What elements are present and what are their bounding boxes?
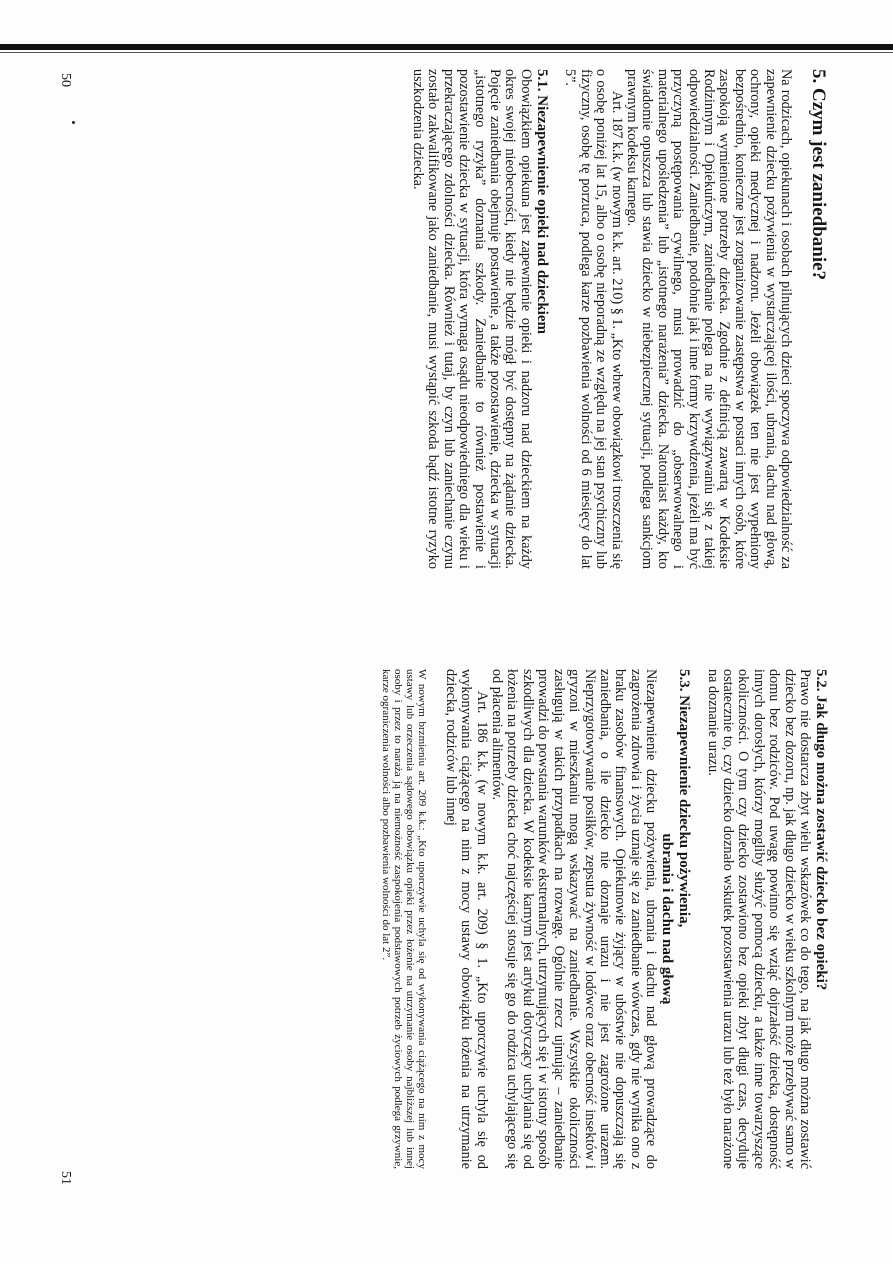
- page-dot-mark: [72, 121, 75, 124]
- scan-edge-thin-line: [0, 52, 893, 53]
- right-page-text: [379, 669, 829, 1169]
- scan-edge-line: [0, 44, 893, 50]
- paragraph: Prawo nie dostarcza zbyt wielu wskazówek co do tego, na jak długo można zostawić dziecko bez dozoru, np. jak długo dzieckо w wieku szkolnym może przebywać samo w domu bez rodziców. Pod uwagę powinno się wziąć dojrzałość dziecka, dostępność innych dorosłych, którzy mogliby służyć pomocą dziecku, a także inne towarzyszące okoliczności. O tym czy dziecko zostawiono bez opieki zbyt długi czas, decyduje ostatecznie to, czy dziecko doznało wskutek pozostawienia urazu lub też było narażone na doznanie urazu.: [704, 669, 813, 1169]
- page-number: 50: [58, 73, 73, 87]
- left-page: [49, 69, 829, 569]
- footnote: W nowym brzmieniu art. 209 k.k.: „Kto uporczywie uchyla się od wykonywania ciążącego na nim z mocy ustawy lub orzeczenia sądowego obowiązku opieki przez łożenie na utrzymanie osoby najbliższej lub innej osoby i przez to naraża ją na niemożność zaspokojenia podstawowych potrzeb życiowych podlega grzywnie, karze ograniczenia wolności albo pozbawienia wolności do lat 2”.: [379, 669, 429, 1169]
- paragraph: Na rodzicach, opiekunach i osobach pilnujących dzieci spoczywa odpowiedzialność za zapewnienie dziecku pożywienia w wystarczającej ilości, ubrania, dachu nad głową, ochrony, opieki medycznej i nadzoru. Jeżeli obowiązek ten nie jest wypełniony bezpośrednio, konieczne jest zorganizowanie zastępstwa w postaci innych osób, które zaspokoją wymienione potrzeby dziecka. Zgodnie z definicją zawartą w Kodeksie Rodzinnym i Opiekuńczym, zaniedbanie polega na nie wywiązywaniu się z takiej odpowiedzialności. Zaniedbanie, podobnie jak i inne formy krzywdzenia, jeżeli ma być przyczyną postępowania cywilnego, musi prowadzić do „obserwowalnego i materialnego upośledzenia” lub „istotnego narażenia” dziecka. Natomiast każdy, kto świadomie opuszcza lub stawia dziecko w niebezpiecznej sytuacji, podlega sankcjom prawnym kodeksu karnego.: [623, 69, 794, 569]
- section-heading: 5.1. Niezapewnienie opieki nad dzieckiem: [533, 69, 550, 334]
- section-heading-continued: ubrania i dachu nad głową: [659, 833, 676, 1005]
- paragraph-article-187: Art. 187 k.k. (w nowym k.k. art. 210) § 1. „Kto wbrew obowiązkowi troszczenia się o osobę poniżej lat 15, albo o osobę nieporadną ze względu na jej stan psychiczny lub fizyczny, osobę tę porzuca, podlega karze pozbawienia wolności od 6 miesięcy do lat 5”.: [562, 69, 625, 569]
- paragraph-article-186: Art. 186 k.k. (w nowym k.k. art. 209) § 1. „Kto uporczywie uchyla się od wykonywania ciążącego na nim z mocy ustawy obowiązku łożenia na utrzymanie dziecka, rodziców lub innej: [442, 669, 490, 1169]
- section-heading: 5.2. Jak długo można zostawić dziecko bez opieki?: [813, 669, 829, 991]
- section-5-2: [704, 669, 829, 1169]
- section-5-3: [442, 669, 692, 1169]
- right-page: [49, 669, 829, 1189]
- book-spread: [49, 69, 829, 1202]
- paragraph: Niezapewnienie dziecku pożywienia, ubrania i dachu nad głową prowadzące do zagrożenia zdrowia i życia uznaje się za zaniedbanie wówczas, gdy nie wynika ono z braku zasobów finansowych. Opiekunowie żyjący w ubóstwie nie dopuszczają się zaniedbania, o ile dziecko nie doznaje urazu i nie jest zagrożone urazem. Nieprzygotowywanie posiłków, zepsuta żywność w lodówce oraz obecność insektów i gryzoni w mieszkaniu mogą wskazywać na zaniedbanie. Wszystkie okoliczności zasługują w takich przypadkach na rozwagę. Ogólnie rzecz ujmując – zaniedbanie prowadzi do powstania warunków ekstremalnych, utrzymujących się i w istotny sposób szkodliwych dla dziecka. W kodeksie karnym jest artykuł dotyczący uchylania się od łożenia na potrzeby dziecka choć najczęściej stosuje się go do rodzica uchylającego się od płacenia alimentów.: [489, 669, 660, 1169]
- chapter-heading: 5. Czym jest zaniedbanie?: [808, 69, 829, 281]
- section-5-1: [410, 69, 550, 569]
- left-page-text: [410, 69, 829, 569]
- page-number: 51: [58, 1171, 73, 1185]
- paragraph: Obowiązkiem opiekuna jest zapewnienie opieki i nadzoru nad dzieckiem na każdy okres swojej nieobecności, kiedy nie będzie mógł być dostępny na żądanie dziecka. Pojęcie zaniedbania obejmuje postawienie, a także pozostawienie, dziecka w sytuacji „istotnego ryzyka” doznania szkody. Zaniedbanie to również postawienie i pozostawienie dziecka w sytuacji, która wymaga osądu nieodpowiedniego dla wieku i przekraczającego zdolności dziecka. Również i tutaj, by czyn lub zaniechanie czynu zostało zakwalifikowane jako zaniedbanie, musi wystąpić szkoda bądź istotne ryzyko uszkodzenia dziecka.: [410, 69, 534, 569]
- section-heading: 5.3. Niezapewnienie dziecku pożywienia,: [676, 669, 693, 928]
